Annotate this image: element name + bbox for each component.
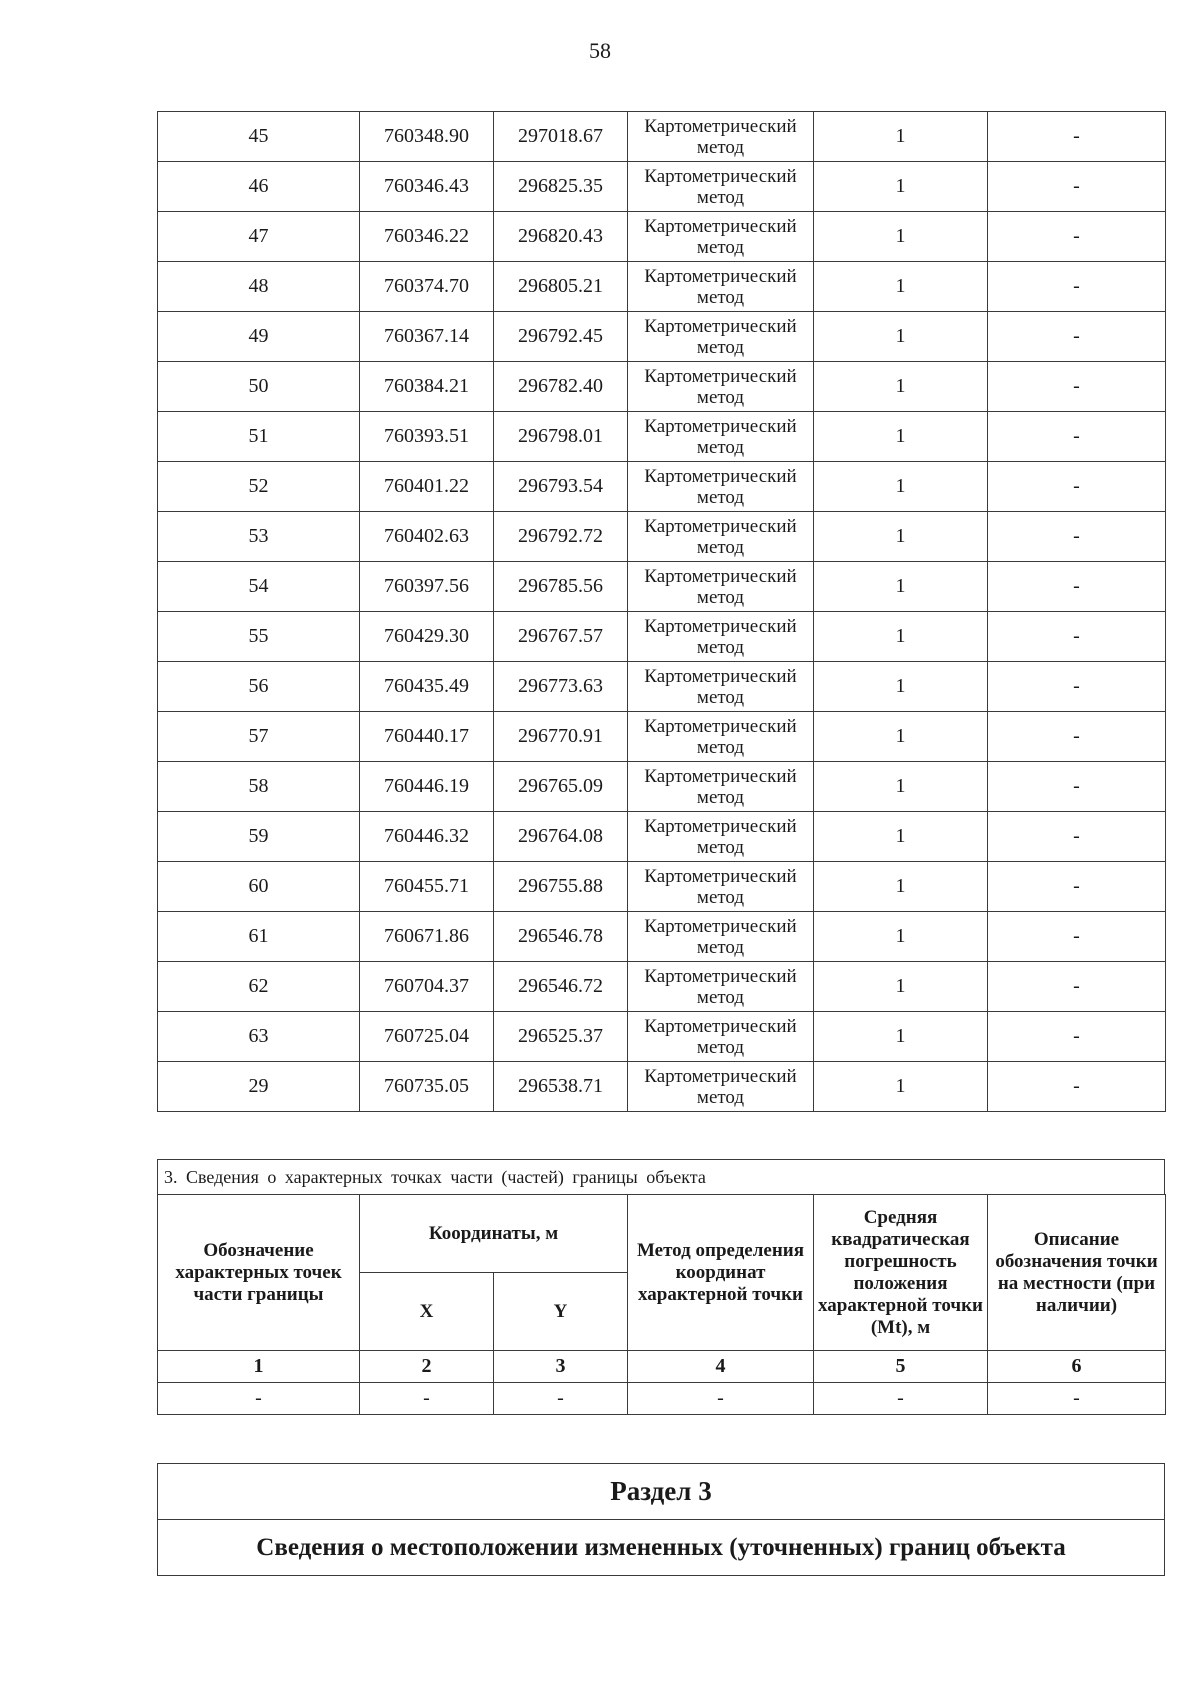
method-text-line2: метод xyxy=(696,1086,745,1108)
method-text-line1: Картометрический xyxy=(644,165,797,187)
x-coordinate-cell: 760348.90 xyxy=(360,112,494,162)
table-row xyxy=(158,712,1166,762)
method-cell xyxy=(628,412,814,462)
method-text-line2: метод xyxy=(696,336,745,358)
table-row xyxy=(158,562,1166,612)
method-cell xyxy=(628,1012,814,1062)
accuracy-cell: 1 xyxy=(814,362,988,412)
method-text-line2: метод xyxy=(696,636,745,658)
method-text-line1: Картометрический xyxy=(644,215,797,237)
accuracy-cell: 1 xyxy=(814,462,988,512)
method-text-line2: метод xyxy=(696,486,745,508)
column-number: 3 xyxy=(494,1351,628,1383)
method-text-line2: метод xyxy=(696,686,745,708)
x-coordinate-cell: 760346.43 xyxy=(360,162,494,212)
method-cell xyxy=(628,262,814,312)
method-cell xyxy=(628,112,814,162)
y-coordinate-cell: 296793.54 xyxy=(494,462,628,512)
y-coordinate-cell: 297018.67 xyxy=(494,112,628,162)
empty-cell: - xyxy=(628,1383,814,1415)
method-text-line2: метод xyxy=(696,736,745,758)
y-coordinate-cell: 296546.78 xyxy=(494,912,628,962)
point-number-cell: 29 xyxy=(158,1062,360,1112)
point-number-cell: 53 xyxy=(158,512,360,562)
table-row xyxy=(158,512,1166,562)
empty-data-row xyxy=(158,1383,1166,1415)
table-row xyxy=(158,412,1166,462)
table-row xyxy=(158,912,1166,962)
accuracy-cell: 1 xyxy=(814,212,988,262)
method-cell xyxy=(628,712,814,762)
x-coordinate-cell: 760446.19 xyxy=(360,762,494,812)
column-number-row xyxy=(158,1351,1166,1383)
point-number-cell: 61 xyxy=(158,912,360,962)
method-text-line1: Картометрический xyxy=(644,815,797,837)
x-coordinate-cell: 760435.49 xyxy=(360,662,494,712)
description-cell: - xyxy=(988,612,1166,662)
table-row xyxy=(158,262,1166,312)
accuracy-cell: 1 xyxy=(814,412,988,462)
method-text-line2: метод xyxy=(696,436,745,458)
method-text-line1: Картометрический xyxy=(644,515,797,537)
method-text-line2: метод xyxy=(696,286,745,308)
table-row xyxy=(158,1062,1166,1112)
accuracy-cell: 1 xyxy=(814,1062,988,1112)
column-number: 1 xyxy=(158,1351,360,1383)
description-cell: - xyxy=(988,712,1166,762)
accuracy-cell: 1 xyxy=(814,162,988,212)
method-cell xyxy=(628,862,814,912)
description-cell: - xyxy=(988,812,1166,862)
empty-cell: - xyxy=(360,1383,494,1415)
accuracy-cell: 1 xyxy=(814,312,988,362)
y-coordinate-cell: 296538.71 xyxy=(494,1062,628,1112)
method-text-line1: Картометрический xyxy=(644,415,797,437)
y-coordinate-cell: 296798.01 xyxy=(494,412,628,462)
y-coordinate-cell: 296792.72 xyxy=(494,512,628,562)
method-text-line2: метод xyxy=(696,986,745,1008)
header-coordinates: Координаты, м xyxy=(360,1195,628,1273)
x-coordinate-cell: 760346.22 xyxy=(360,212,494,262)
point-number-cell: 46 xyxy=(158,162,360,212)
point-number-cell: 62 xyxy=(158,962,360,1012)
method-cell xyxy=(628,812,814,862)
point-number-cell: 56 xyxy=(158,662,360,712)
method-cell xyxy=(628,962,814,1012)
description-cell: - xyxy=(988,362,1166,412)
accuracy-cell: 1 xyxy=(814,912,988,962)
accuracy-cell: 1 xyxy=(814,612,988,662)
point-number-cell: 50 xyxy=(158,362,360,412)
description-cell: - xyxy=(988,162,1166,212)
point-number-cell: 60 xyxy=(158,862,360,912)
method-text-line2: метод xyxy=(696,536,745,558)
accuracy-cell: 1 xyxy=(814,1012,988,1062)
accuracy-cell: 1 xyxy=(814,762,988,812)
x-coordinate-cell: 760725.04 xyxy=(360,1012,494,1062)
empty-cell: - xyxy=(814,1383,988,1415)
y-coordinate-cell: 296805.21 xyxy=(494,262,628,312)
method-text-line2: метод xyxy=(696,136,745,158)
description-cell: - xyxy=(988,862,1166,912)
y-coordinate-cell: 296785.56 xyxy=(494,562,628,612)
method-text-line1: Картометрический xyxy=(644,265,797,287)
method-text-line2: метод xyxy=(696,186,745,208)
y-coordinate-cell: 296546.72 xyxy=(494,962,628,1012)
method-text-line1: Картометрический xyxy=(644,865,797,887)
method-text-line1: Картометрический xyxy=(644,1015,797,1037)
table-row xyxy=(158,362,1166,412)
method-cell xyxy=(628,512,814,562)
point-number-cell: 54 xyxy=(158,562,360,612)
method-cell xyxy=(628,462,814,512)
table-row xyxy=(158,112,1166,162)
method-text-line1: Картометрический xyxy=(644,1065,797,1087)
method-cell xyxy=(628,362,814,412)
method-cell xyxy=(628,1062,814,1112)
header-designation: Обозначение характерных точек части границы xyxy=(158,1195,360,1351)
method-text-line2: метод xyxy=(696,836,745,858)
method-text-line1: Картометрический xyxy=(644,915,797,937)
description-cell: - xyxy=(988,562,1166,612)
method-text-line1: Картометрический xyxy=(644,365,797,387)
table-row xyxy=(158,962,1166,1012)
method-text-line2: метод xyxy=(696,886,745,908)
table-row xyxy=(158,162,1166,212)
y-coordinate-cell: 296764.08 xyxy=(494,812,628,862)
table-row xyxy=(158,762,1166,812)
section-title-box xyxy=(157,1463,1165,1576)
x-coordinate-cell: 760393.51 xyxy=(360,412,494,462)
header-method: Метод определения координат характерной точки xyxy=(628,1195,814,1351)
method-cell xyxy=(628,212,814,262)
description-cell: - xyxy=(988,462,1166,512)
accuracy-cell: 1 xyxy=(814,512,988,562)
description-cell: - xyxy=(988,262,1166,312)
table-row xyxy=(158,462,1166,512)
y-coordinate-cell: 296773.63 xyxy=(494,662,628,712)
method-text-line2: метод xyxy=(696,236,745,258)
point-number-cell: 63 xyxy=(158,1012,360,1062)
y-coordinate-cell: 296820.43 xyxy=(494,212,628,262)
y-coordinate-cell: 296825.35 xyxy=(494,162,628,212)
method-text-line1: Картометрический xyxy=(644,715,797,737)
coordinates-table xyxy=(157,111,1166,1112)
x-coordinate-cell: 760367.14 xyxy=(360,312,494,362)
method-text-line2: метод xyxy=(696,936,745,958)
method-text-line1: Картометрический xyxy=(644,765,797,787)
method-text-line1: Картометрический xyxy=(644,465,797,487)
x-coordinate-cell: 760704.37 xyxy=(360,962,494,1012)
x-coordinate-cell: 760455.71 xyxy=(360,862,494,912)
method-text-line1: Картометрический xyxy=(644,115,797,137)
header-accuracy: Средняя квадратическая погрешность положения характерной точки (Mt), м xyxy=(814,1195,988,1351)
column-number: 4 xyxy=(628,1351,814,1383)
coordinates-table-body xyxy=(158,112,1166,1112)
x-coordinate-cell: 760429.30 xyxy=(360,612,494,662)
column-number: 5 xyxy=(814,1351,988,1383)
table-row xyxy=(158,612,1166,662)
description-cell: - xyxy=(988,662,1166,712)
header-y: Y xyxy=(494,1273,628,1351)
point-number-cell: 59 xyxy=(158,812,360,862)
section-subtitle: Сведения о местоположении измененных (уточненных) границ объекта xyxy=(256,1534,1066,1561)
description-cell: - xyxy=(988,312,1166,362)
method-cell xyxy=(628,612,814,662)
y-coordinate-cell: 296782.40 xyxy=(494,362,628,412)
method-cell xyxy=(628,662,814,712)
point-number-cell: 52 xyxy=(158,462,360,512)
accuracy-cell: 1 xyxy=(814,662,988,712)
method-text-line1: Картометрический xyxy=(644,315,797,337)
empty-cell: - xyxy=(494,1383,628,1415)
method-text-line2: метод xyxy=(696,1036,745,1058)
x-coordinate-cell: 760397.56 xyxy=(360,562,494,612)
section-title: Раздел 3 xyxy=(158,1464,1164,1520)
point-number-cell: 47 xyxy=(158,212,360,262)
accuracy-cell: 1 xyxy=(814,262,988,312)
part-boundary-points-table xyxy=(157,1194,1166,1415)
method-cell xyxy=(628,562,814,612)
method-cell xyxy=(628,762,814,812)
x-coordinate-cell: 760446.32 xyxy=(360,812,494,862)
method-text-line2: метод xyxy=(696,386,745,408)
column-number: 2 xyxy=(360,1351,494,1383)
x-coordinate-cell: 760401.22 xyxy=(360,462,494,512)
description-cell: - xyxy=(988,412,1166,462)
x-coordinate-cell: 760735.05 xyxy=(360,1062,494,1112)
point-number-cell: 48 xyxy=(158,262,360,312)
method-text-line1: Картометрический xyxy=(644,665,797,687)
method-text-line1: Картометрический xyxy=(644,615,797,637)
section3-block xyxy=(157,1159,1165,1415)
method-text-line1: Картометрический xyxy=(644,565,797,587)
description-cell: - xyxy=(988,762,1166,812)
x-coordinate-cell: 760374.70 xyxy=(360,262,494,312)
point-number-cell: 51 xyxy=(158,412,360,462)
table-row xyxy=(158,212,1166,262)
method-cell xyxy=(628,162,814,212)
description-cell: - xyxy=(988,512,1166,562)
accuracy-cell: 1 xyxy=(814,562,988,612)
method-text-line2: метод xyxy=(696,786,745,808)
description-cell: - xyxy=(988,1062,1166,1112)
method-cell xyxy=(628,912,814,962)
table-row xyxy=(158,662,1166,712)
column-number: 6 xyxy=(988,1351,1166,1383)
method-text-line2: метод xyxy=(696,586,745,608)
point-number-cell: 57 xyxy=(158,712,360,762)
description-cell: - xyxy=(988,212,1166,262)
accuracy-cell: 1 xyxy=(814,962,988,1012)
point-number-cell: 58 xyxy=(158,762,360,812)
description-cell: - xyxy=(988,1012,1166,1062)
y-coordinate-cell: 296525.37 xyxy=(494,1012,628,1062)
accuracy-cell: 1 xyxy=(814,862,988,912)
description-cell: - xyxy=(988,962,1166,1012)
header-description: Описание обозначения точки на местности (при наличии) xyxy=(988,1195,1166,1351)
point-number-cell: 45 xyxy=(158,112,360,162)
accuracy-cell: 1 xyxy=(814,812,988,862)
empty-cell: - xyxy=(158,1383,360,1415)
page-number: 58 xyxy=(589,38,611,63)
accuracy-cell: 1 xyxy=(814,112,988,162)
y-coordinate-cell: 296767.57 xyxy=(494,612,628,662)
table-row xyxy=(158,862,1166,912)
method-text-line1: Картометрический xyxy=(644,965,797,987)
empty-cell: - xyxy=(988,1383,1166,1415)
description-cell: - xyxy=(988,112,1166,162)
table-row xyxy=(158,1012,1166,1062)
point-number-cell: 49 xyxy=(158,312,360,362)
description-cell: - xyxy=(988,912,1166,962)
section3-caption: 3. Сведения о характерных точках части (частей) границы объекта xyxy=(157,1159,1165,1194)
table-row xyxy=(158,312,1166,362)
x-coordinate-cell: 760384.21 xyxy=(360,362,494,412)
y-coordinate-cell: 296770.91 xyxy=(494,712,628,762)
point-number-cell: 55 xyxy=(158,612,360,662)
accuracy-cell: 1 xyxy=(814,712,988,762)
table-row xyxy=(158,812,1166,862)
header-x: X xyxy=(360,1273,494,1351)
y-coordinate-cell: 296765.09 xyxy=(494,762,628,812)
x-coordinate-cell: 760671.86 xyxy=(360,912,494,962)
y-coordinate-cell: 296792.45 xyxy=(494,312,628,362)
x-coordinate-cell: 760440.17 xyxy=(360,712,494,762)
y-coordinate-cell: 296755.88 xyxy=(494,862,628,912)
method-cell xyxy=(628,312,814,362)
x-coordinate-cell: 760402.63 xyxy=(360,512,494,562)
